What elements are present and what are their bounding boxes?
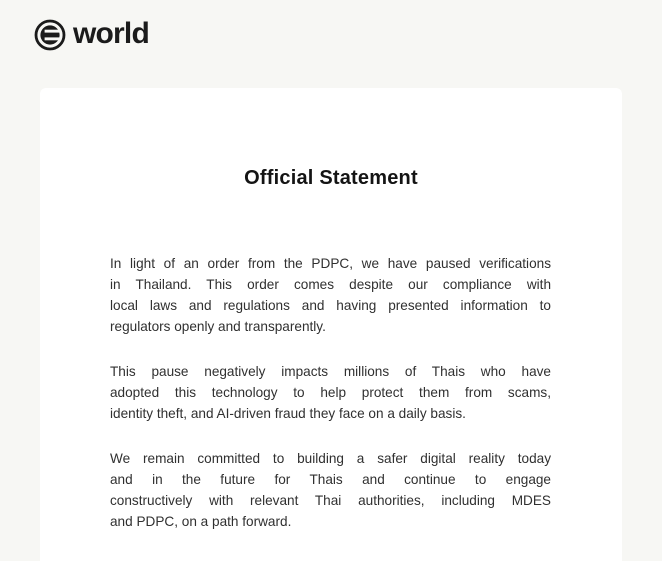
statement-paragraph [110,253,551,337]
statement-line: local laws and regulations and having presented information to [110,298,551,313]
statement-line: regulators openly and transparently. [110,319,326,334]
statement-card [40,88,622,561]
brand-wordmark: world [73,16,149,50]
statement-line: This pause negatively impacts millions of Thais who have [110,364,551,379]
brand-logo[interactable] [33,18,149,52]
page-title: Official Statement [244,167,418,189]
statement-line: We remain committed to building a safer digital reality today [110,451,551,466]
statement-line: constructively with relevant Thai authorities, including MDES [110,493,551,508]
statement-paragraph [110,361,551,424]
statement-line: In light of an order from the PDPC, we have paused verifications [110,256,551,271]
statement-line: and PDPC, on a path forward. [110,514,292,529]
statement-line: adopted this technology to help protect them from scams, [110,385,551,400]
world-globe-icon [33,18,67,52]
statement-line: identity theft, and AI-driven fraud they face on a daily basis. [110,406,466,421]
statement-paragraph [110,448,551,532]
statement-line: and in the future for Thais and continue to engage [110,472,551,487]
statement-line: in Thailand. This order comes despite our compliance with [110,277,551,292]
statement-body [110,253,551,532]
